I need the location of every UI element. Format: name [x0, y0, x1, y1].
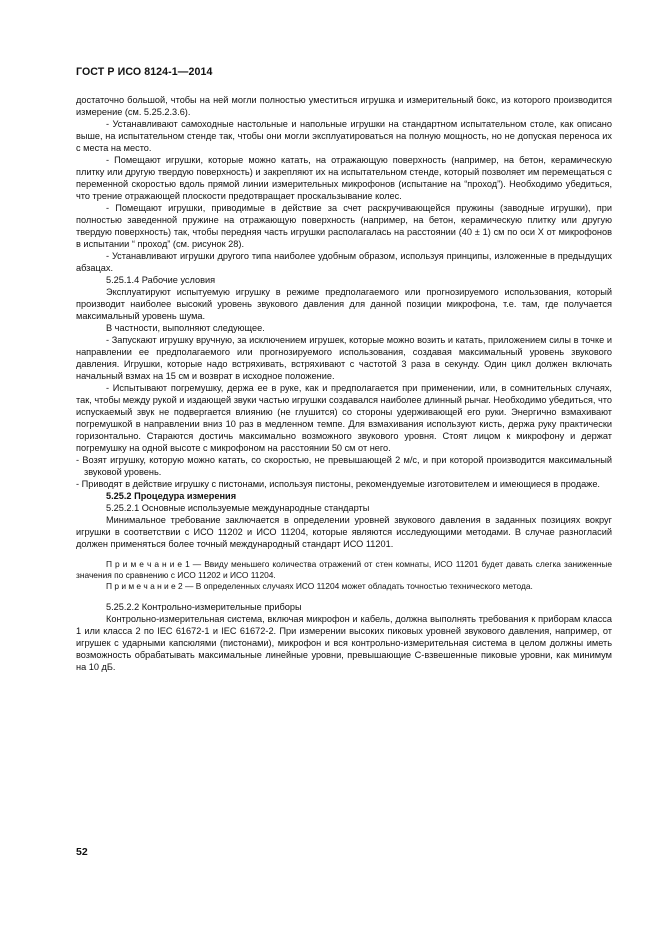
- paragraph-continuation: достаточно большой, чтобы на ней могли полностью уместиться игрушка и измерительный бокс, из которого производится измерение (см. 5.25.2.3.6).: [76, 95, 612, 117]
- paragraph-rolling-toys: - Помещают игрушки, которые можно катать, на отражающую поверхность (например, на бетон, керамическую плитку или другую твердую поверхность) и закрепляют их на испытательном стенде, который позволяет им перемещаться с переменной скоростью вдоль прямой линии измерительных микрофонов (испытание на “проход”). Необходимо убедиться, что трение отражающей плоскости предотвращает проскальзывание колес.: [76, 155, 612, 201]
- document-header-title: ГОСТ Р ИСО 8124-1—2014: [76, 66, 213, 78]
- section-heading-5-25-2: 5.25.2 Процедура измерения: [106, 491, 237, 501]
- section-heading-5-25-2-1: 5.25.2.1 Основные используемые международные стандарты: [106, 503, 370, 513]
- paragraph-instrumentation: Контрольно-измерительная система, включая микрофон и кабель, должна выполнять требования к приборам класса 1 или класса 2 по IEC 61672-1 и IEC 61672-2. При измерении высоких пиковых уровней звукового давления, например, от игрушек с ударными капсюлями (пистонами), микрофон и вся контрольно-измерительная система в целом должны иметь возможность обрабатывать максимальные линейные уровни, превышающие C-взвешенные пиковые уровни, как минимум на 10 дБ.: [76, 614, 612, 672]
- note-1: П р и м е ч а н и е 1 — Ввиду меньшего количества отражений от стен комнаты, ИСО 11201 будет давать слегка заниженные значения по сравнению с ИСО 11202 и ИСО 11204.: [76, 559, 612, 580]
- section-heading-5-25-2-2: 5.25.2.2 Контрольно-измерительные приборы: [106, 602, 302, 612]
- note-2: П р и м е ч а н и е 2 — В определенных случаях ИСО 11204 может обладать точностью технического метода.: [106, 581, 533, 591]
- paragraph-other-toys: - Устанавливают игрушки другого типа наиболее удобным образом, используя принципы, изложенные в предыдущих абзацах.: [76, 251, 612, 273]
- paragraph-cap-toys: - Приводят в действие игрушку с пистонами, используя пистоны, рекомендуемые изготовителем и имеющиеся в продаже.: [76, 479, 600, 489]
- paragraph-spring-toys: - Помещают игрушки, приводимые в действие за счет раскручивающейся пружины (заводные игрушки), при полностью заведенной пружине на отражающую поверхность (например, на бетон, керамическую плитку или другую твердую поверхность) так, чтобы передняя часть игрушки располагалась на расстоянии (40 ± 1) см по оси X от микрофонов в испытании “ проход” (см. рисунок 28).: [76, 203, 612, 249]
- paragraph-rattle-test: - Испытывают погремушку, держа ее в руке, как и предполагается при применении, или, в сомнительных случаях, так, чтобы между рукой и издающей звуки частью игрушки создавался наиболее длинный рычаг. Необходимо убедиться, что испускаемый звук не подвергается влиянию (не глушится) со стороны удерживающей его руки. Энергично взмахивают погремушкой в направлении вниз 10 раз в медленном темпе. Для взмахивания используют кисть, держа руку практически горизонтально. Стараются достичь максимально возможного звукового уровня. Стоят лицом к микрофону и держат погремушку на одной высоте с микрофоном на расстоянии 50 см от него.: [76, 383, 612, 453]
- paragraph-operating-conditions: Эксплуатируют испытуемую игрушку в режиме предполагаемого или прогнозируемого использования, который производит наиболее высокий уровень звукового давления для данной позиции микрофона, т.е. там, где получается максимальный уровень шума.: [76, 287, 612, 321]
- paragraph-push-toys: - Возят игрушку, которую можно катать, со скоростью, не превышающей 2 м/с, и при которой производится максимальный звуковой уровень.: [76, 455, 612, 477]
- paragraph-self-propelled-toys: - Устанавливают самоходные настольные и напольные игрушки на стандартном испытательном столе, как описано выше, на испытательном стенде так, чтобы они могли эксплуатироваться на полную мощность, но не допуская переноса их с места на место.: [76, 119, 612, 153]
- paragraph-start-toy-manually: - Запускают игрушку вручную, за исключением игрушек, которые можно возить и катать, приложением силы в точке и направлении ее предполагаемого или прогнозируемого использования, создавая максимальный уровень звукового давления. Игрушки, которые надо встряхивать, встряхивают с частотой 3 раза в секунду. Один цикл должен включать начальный взмах на 15 см и возврат в исходное положение.: [76, 335, 612, 381]
- section-heading-5-25-1-4: 5.25.1.4 Рабочие условия: [106, 275, 216, 285]
- paragraph-minimum-requirement: Минимальное требование заключается в определении уровней звукового давления в заданных позициях вокруг игрушки в соответствии с ИСО 11202 и ИСО 11204, которые являются исследующими методами. В случае разногласий должен применяться более точный международный стандарт ИСО 11201.: [76, 515, 612, 549]
- paragraph-in-particular: В частности, выполняют следующее.: [106, 323, 265, 333]
- document-body: [76, 94, 612, 673]
- page-number: 52: [76, 846, 88, 858]
